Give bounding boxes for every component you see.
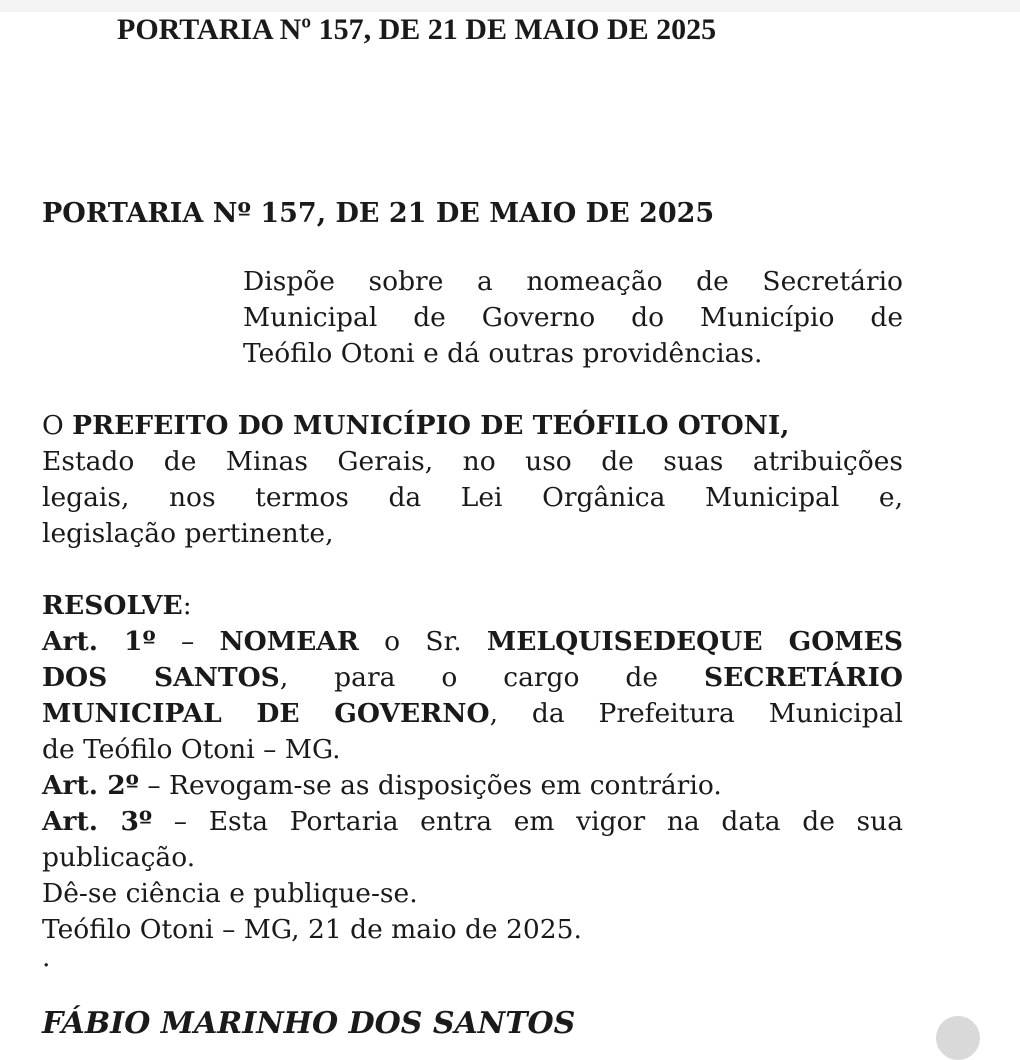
art2-line bbox=[42, 768, 903, 804]
art1-name-part2: DOS SANTOS bbox=[42, 662, 280, 693]
art3-label: Art. 3º bbox=[42, 806, 153, 837]
preamble-line-3: legais, nos termos da Lei Orgânica Municipal e, bbox=[42, 482, 903, 513]
preamble-line-2: Estado de Minas Gerais, no uso de suas atribuições bbox=[42, 446, 903, 477]
art1-name-part1: MELQUISEDEQUE GOMES bbox=[486, 626, 903, 657]
preamble-line-4: legislação pertinente, bbox=[42, 518, 334, 549]
document-title: PORTARIA Nº 157, DE 21 DE MAIO DE 2025 bbox=[42, 198, 715, 229]
floating-action-button[interactable] bbox=[936, 1016, 980, 1060]
ementa-line: Teófilo Otoni e dá outras providências. bbox=[243, 338, 763, 369]
art2-text: – Revogam-se as disposições em contrário. bbox=[138, 770, 722, 801]
resolve-colon: : bbox=[182, 590, 192, 621]
preamble-line-1 bbox=[42, 408, 903, 444]
art1-text1: o Sr. bbox=[358, 626, 487, 657]
art1-line-4: de Teófilo Otoni – MG. bbox=[42, 734, 341, 765]
header-title: PORTARIA Nº 157, DE 21 DE MAIO DE 2025 bbox=[117, 13, 717, 46]
art1-line-2 bbox=[42, 660, 903, 696]
resolve-heading: RESOLVE bbox=[42, 590, 183, 621]
preamble-authority: PREFEITO DO MUNICÍPIO DE TEÓFILO OTONI, bbox=[72, 410, 790, 441]
art1-text2: , para o cargo de bbox=[279, 662, 705, 693]
preamble bbox=[42, 408, 903, 552]
art1-verb: NOMEAR bbox=[219, 626, 359, 657]
closing-line-2: Teófilo Otoni – MG, 21 de maio de 2025. bbox=[42, 914, 582, 945]
art3-text1: – Esta Portaria entra em vigor na data de sua bbox=[152, 806, 904, 837]
art1-text3: , da Prefeitura Municipal bbox=[489, 698, 903, 729]
preamble-lead: O bbox=[42, 410, 73, 441]
resolve-section bbox=[42, 588, 903, 948]
trailing-dot: . bbox=[42, 942, 51, 973]
closing-line-1: Dê-se ciência e publique-se. bbox=[42, 878, 418, 909]
ementa bbox=[243, 264, 903, 372]
art3-line-1 bbox=[42, 804, 903, 840]
art1-role-part2: MUNICIPAL DE GOVERNO bbox=[42, 698, 490, 729]
art3-line-2: publicação. bbox=[42, 842, 196, 873]
ementa-line: Dispõe sobre a nomeação de Secretário bbox=[243, 266, 903, 297]
art1-label: Art. 1º bbox=[42, 626, 156, 657]
resolve-heading-line bbox=[42, 588, 903, 624]
signature-name: FÁBIO MARINHO DOS SANTOS bbox=[42, 1006, 576, 1041]
ementa-line: Municipal de Governo do Município de bbox=[243, 302, 903, 333]
art1-dash: – bbox=[155, 626, 220, 657]
art1-line-3 bbox=[42, 696, 903, 732]
art2-label: Art. 2º bbox=[42, 770, 139, 801]
art1-line-1 bbox=[42, 624, 903, 660]
art1-role-part1: SECRETÁRIO bbox=[704, 662, 903, 693]
